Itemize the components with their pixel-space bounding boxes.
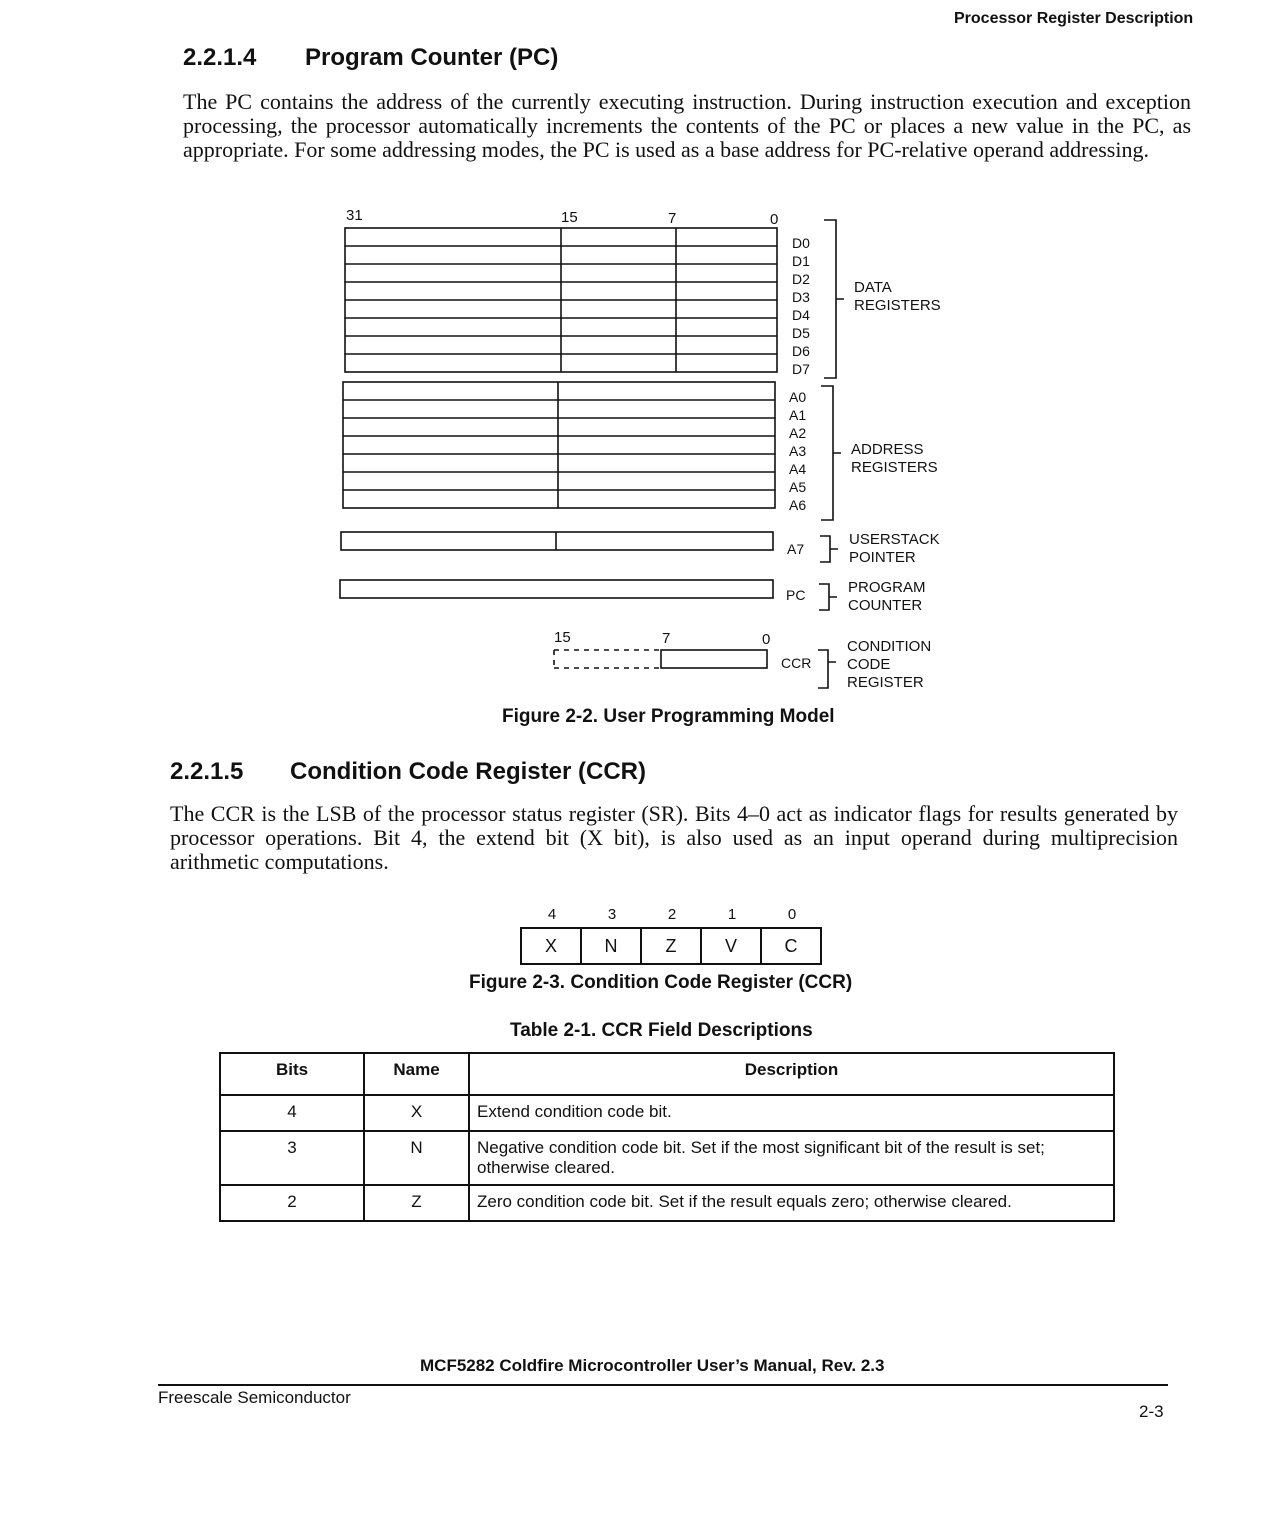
cell-description: Extend condition code bit. [469,1095,1114,1131]
figure-2-3-caption: Figure 2-3. Condition Code Register (CCR) [469,972,853,993]
section-number: 2.2.1.5 [170,758,244,785]
reg-label-d3: D3 [792,289,810,305]
ccr-label-line1: CONDITION [847,638,932,655]
table-2-1-title: Table 2-1. CCR Field Descriptions [510,1020,813,1041]
ccr-field-z: Z [642,929,702,963]
ccr-field-n: N [582,929,642,963]
a7-bracket [820,536,838,562]
cell-bits: 3 [220,1131,364,1185]
usp-label-line2: POINTER [849,549,916,566]
ccr-register-box [554,650,767,668]
reg-label-a4: A4 [789,461,807,477]
ccr-field-x: X [522,929,582,963]
cell-name: Z [364,1185,469,1221]
address-register-block [343,382,775,508]
bit-number: 4 [547,906,557,923]
data-registers-bracket [824,220,844,378]
section-number: 2.2.1.4 [183,44,257,71]
footer-company: Freescale Semiconductor [158,1388,351,1407]
ccr-label-line3: REGISTER [847,674,924,691]
cell-bits: 4 [220,1095,364,1131]
ccr-field-c: C [784,935,798,956]
cell-bits: 2 [220,1185,364,1221]
bit-number: 0 [787,906,797,923]
ccr-field-row [520,927,822,965]
bit-number: 2 [667,906,677,923]
reg-label-d2: D2 [792,271,810,287]
pc-register-box [340,580,773,598]
ccr-bit-label-0: 0 [762,631,771,648]
reg-label-d7: D7 [792,361,810,377]
section-title: Condition Code Register (CCR) [290,758,646,785]
ccr-bit-label-7: 7 [662,630,671,647]
reg-label-pc: PC [786,587,806,603]
reg-label-d0: D0 [792,235,810,251]
reg-label-a7: A7 [787,541,805,557]
reg-label-a1: A1 [789,407,807,423]
cell-name: N [364,1131,469,1185]
a7-register-box [341,532,773,550]
running-header: Processor Register Description [954,10,1194,27]
ccr-label-line2: CODE [847,656,891,673]
footer-rule [158,1384,1168,1386]
table-row [220,1095,1114,1131]
reg-label-d5: D5 [792,325,810,341]
address-registers-label-line2: REGISTERS [851,459,938,476]
table-row [220,1131,1114,1185]
section-heading-ccr [170,758,646,786]
pc-label-line2: COUNTER [848,597,923,614]
page-number: 2-3 [1139,1402,1164,1421]
ccr-bracket [818,650,836,688]
bit-label-7: 7 [668,210,677,227]
data-registers-label-line2: REGISTERS [854,297,941,314]
bit-label-0: 0 [770,211,779,228]
bit-number: 3 [607,906,617,923]
bit-number: 1 [727,906,737,923]
figure-2-2-caption: Figure 2-2. User Programming Model [502,706,835,727]
bit-label-15: 15 [561,209,578,226]
reg-label-a2: A2 [789,425,807,441]
reg-label-d6: D6 [792,343,810,359]
column-header-name: Name [364,1053,469,1095]
cell-description: Zero condition code bit. Set if the result equals zero; otherwise cleared. [469,1185,1114,1221]
cell-name: X [364,1095,469,1131]
footer-manual-title: MCF5282 Coldfire Microcontroller User’s Manual, Rev. 2.3 [420,1356,885,1375]
reg-label-ccr: CCR [781,655,812,671]
reg-label-a5: A5 [789,479,807,495]
user-programming-model-diagram [330,200,950,700]
ccr-field-v: V [702,929,762,963]
table-header-row [220,1053,1114,1095]
address-registers-label-line1: ADDRESS [851,441,924,458]
reg-label-a0: A0 [789,389,807,405]
pc-label-line1: PROGRAM [848,579,926,596]
table-row [220,1185,1114,1221]
usp-label-line1: USERSTACK [849,531,940,548]
column-header-description: Description [469,1053,1114,1095]
paragraph-ccr: The CCR is the LSB of the processor status register (SR). Bits 4–0 act as indicator flags for results generated by processor operations. Bit 4, the extend bit (X bit), is also used as an input operand during multiprecision arithmetic computations. [170,801,1178,874]
section-heading-pc [183,44,558,72]
reg-label-a6: A6 [789,497,807,513]
ccr-bit-numbers [520,906,822,923]
column-header-bits: Bits [220,1053,364,1095]
ccr-field-descriptions-table [219,1052,1115,1222]
cell-description: Negative condition code bit. Set if the most significant bit of the result is set; otherwise cleared. [469,1131,1114,1185]
pc-bracket [819,584,837,610]
bit-label-31: 31 [346,207,363,224]
ccr-bitfield-diagram [520,906,822,965]
reg-label-d4: D4 [792,307,810,323]
section-title: Program Counter (PC) [305,44,559,71]
data-register-block [345,228,777,372]
reg-label-d1: D1 [792,253,810,269]
reg-label-a3: A3 [789,443,807,459]
paragraph-pc: The PC contains the address of the currently executing instruction. During instruction execution and exception processing, the processor automatically increments the contents of the PC or places a new value in the PC, as appropriate. For some addressing modes, the PC is used as a base address for PC-relative operand addressing. [183,89,1191,162]
ccr-bit-label-15: 15 [554,629,571,646]
data-registers-label-line1: DATA [854,279,892,296]
address-registers-bracket [821,386,841,520]
